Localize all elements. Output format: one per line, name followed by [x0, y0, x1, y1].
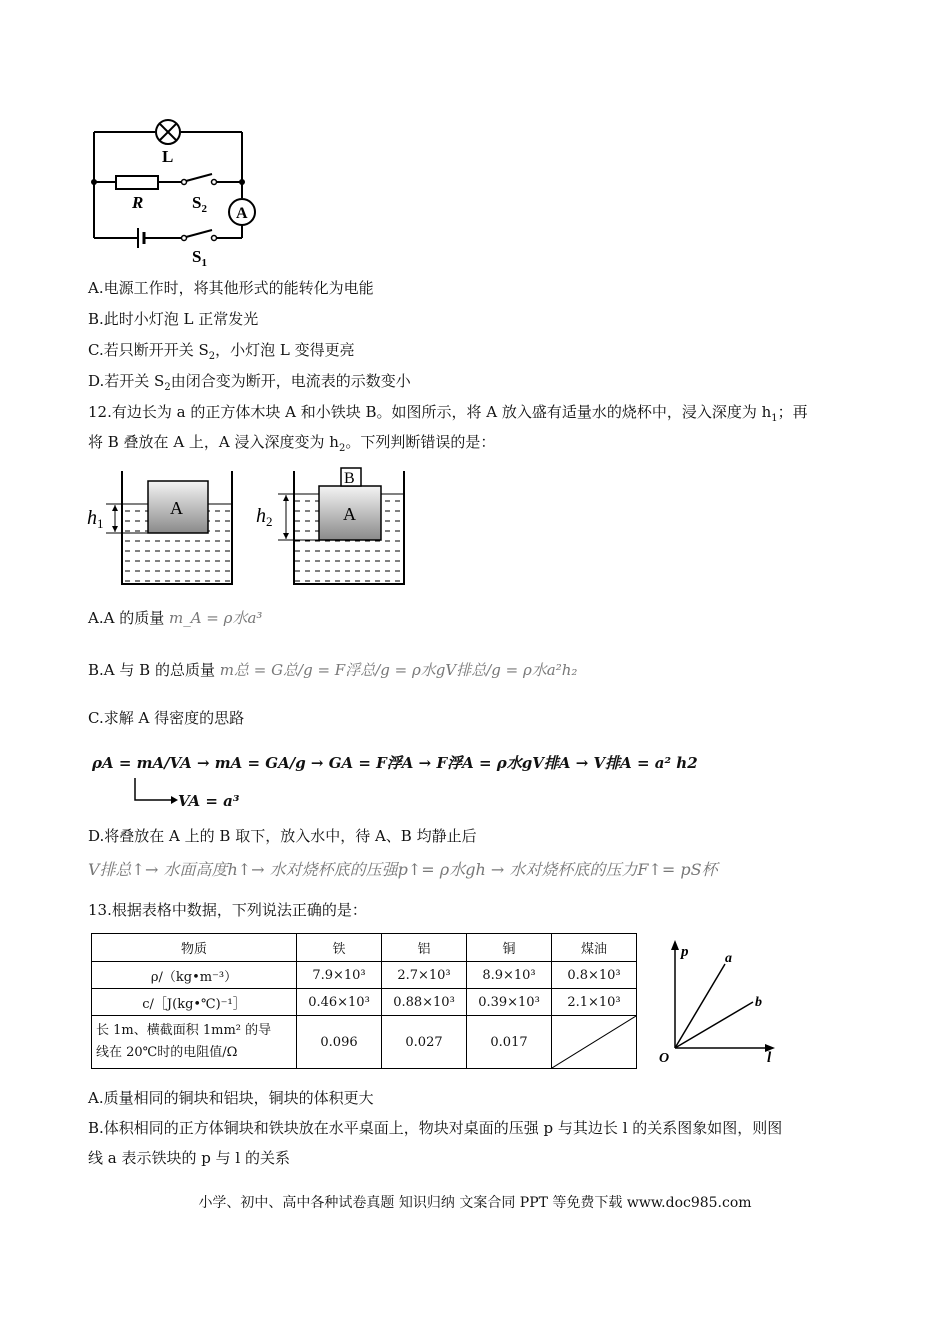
- table-cell: 0.88×10³: [382, 989, 467, 1016]
- table-cell: 0.39×10³: [467, 989, 552, 1016]
- q11-option-d: D.若开关 $S_2$由闭合变为断开，电流表的示数变小: [88, 372, 411, 393]
- fig-h2-label: $h_2$: [256, 505, 273, 529]
- q13-option-b-line1: B.体积相同的正方体铜块和铁块放在水平桌面上，物块对桌面的压强 p 与其边长 l 的关系图象如图，则图: [88, 1119, 783, 1137]
- graph-x-label: l: [767, 1050, 772, 1066]
- s2-label: $S_2$: [192, 193, 207, 215]
- table-header: 煤油: [552, 934, 637, 962]
- q12-option-d-formula: V排总↑→ 水面高度h↑→ 水对烧杯底的压强p↑= ρ水gh → 水对烧杯底的压力F↑= pS杯: [88, 860, 718, 879]
- table-row: [92, 962, 637, 989]
- q13-option-a: A.质量相同的铜块和铝块，铜块的体积更大: [88, 1089, 374, 1107]
- q13-stem: 13.根据表格中数据，下列说法正确的是：: [88, 901, 367, 919]
- chain-branch-arrow: [130, 776, 180, 806]
- table-cell: 0.027: [382, 1016, 467, 1069]
- q12-option-c-branch: VA = a³: [178, 792, 240, 810]
- table-cell: c/［J(kg•℃)⁻¹］: [92, 989, 297, 1016]
- fig-block-a1: A: [170, 498, 183, 518]
- table-cell-empty: [552, 1016, 637, 1069]
- page-footer: 小学、初中、高中各种试卷真题 知识归纳 文案合同 PPT 等免费下载 www.doc985.com: [198, 1195, 752, 1211]
- table-cell: 0.017: [467, 1016, 552, 1069]
- fig-h1-label: $h_1$: [87, 507, 104, 531]
- table-header: 铁: [297, 934, 382, 962]
- table-header: 铜: [467, 934, 552, 962]
- table-cell: 2.7×10³: [382, 962, 467, 989]
- q11-option-a: A.电源工作时，将其他形式的能转化为电能: [88, 279, 374, 297]
- table-cell: 0.8×10³: [552, 962, 637, 989]
- q11-option-b: B.此时小灯泡 L 正常发光: [88, 310, 259, 328]
- beaker-figure: [84, 466, 414, 590]
- table-cell: ρ/（kg•m⁻³）: [92, 962, 297, 989]
- s1-label: $S_1$: [192, 247, 207, 269]
- fig-block-a2: A: [343, 504, 356, 524]
- q12-stem-line2: 将 B 叠放在 A 上，A 浸入深度变为 $h_2$。下列判断错误的是：: [88, 433, 496, 454]
- graph-line-a-label: a: [725, 951, 732, 966]
- graph-y-label: p: [681, 944, 689, 960]
- lamp-label: L: [162, 147, 174, 166]
- resistor-label: R: [132, 193, 144, 212]
- q12-option-b: B.A 与 B 的总质量 m总 = G总/g = F浮总/g = ρ水gV排总/g = ρ水a²h₂: [88, 661, 578, 679]
- table-cell: 8.9×10³: [467, 962, 552, 989]
- table-row: [92, 1016, 637, 1069]
- table-cell: 0.46×10³: [297, 989, 382, 1016]
- table-cell: 0.096: [297, 1016, 382, 1069]
- materials-table: [91, 933, 637, 1069]
- q12-option-a: A.A 的质量 m_A = ρ水a³: [88, 609, 263, 627]
- table-row: [92, 989, 637, 1016]
- ammeter-label: A: [236, 205, 248, 222]
- q12-option-d: D.将叠放在 A 上的 B 取下，放入水中，待 A、B 均静止后: [88, 827, 477, 845]
- graph-origin-label: O: [659, 1051, 670, 1066]
- circuit-diagram: [80, 110, 270, 270]
- q13-option-b-line2: 线 a 表示铁块的 p 与 l 的关系: [88, 1149, 290, 1167]
- table-header: 物质: [92, 934, 297, 962]
- table-cell: 2.1×10³: [552, 989, 637, 1016]
- table-cell: 7.9×10³: [297, 962, 382, 989]
- q12-option-c: C.求解 A 得密度的思路: [88, 709, 245, 727]
- q12-option-c-chain: ρA = mA/VA → mA = GA/g → GA = F浮A → F浮A = ρ水gV排A → V排A = a² h2: [92, 754, 698, 772]
- q12-stem-line1: 12.有边长为 a 的正方体木块 A 和小铁块 B。如图所示，将 A 放入盛有适量水的烧杯中，浸入深度为 $h_1$；再: [88, 403, 808, 424]
- p-l-graph: [655, 936, 785, 1066]
- table-header: 铝: [382, 934, 467, 962]
- table-cell: 长 1m、横截面积 1mm² 的导 线在 20℃时的电阻值/Ω: [92, 1016, 297, 1069]
- graph-line-b-label: b: [755, 995, 762, 1010]
- q11-option-c: C.若只断开开关 $S_2$，小灯泡 L 变得更亮: [88, 341, 355, 362]
- fig-block-b: B: [344, 470, 355, 487]
